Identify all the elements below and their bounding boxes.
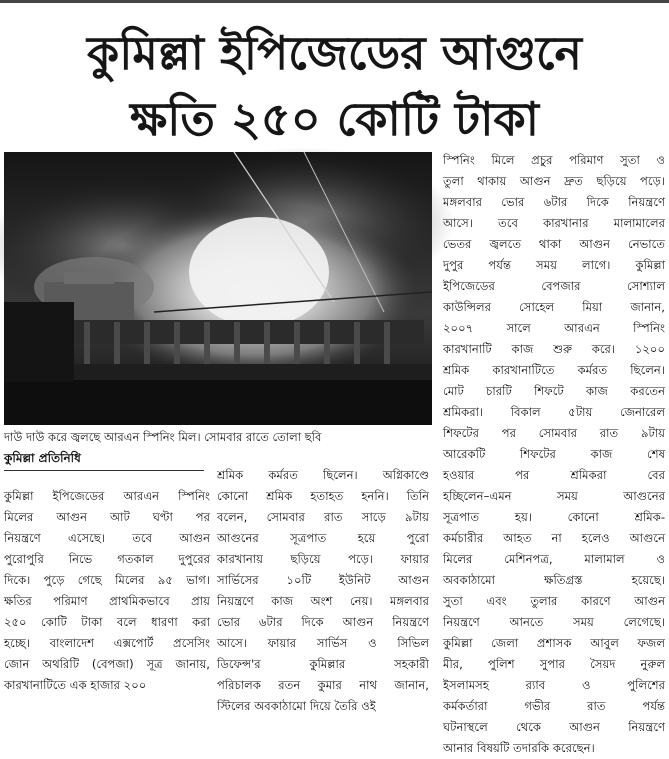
article-line: জোন অথরিটি (বেপজা) সূত্র জানায়, xyxy=(4,657,210,671)
photo-caption: দাউ দাউ করে জ্বলছে আরএন স্পিনিং মিল। সোমবার রাতে তোলা ছবি xyxy=(4,430,322,444)
article-line: কারখানাটিতে এক হাজার ২০০ xyxy=(4,678,147,692)
article-line: কুমিল্লা ইপিজেডের আরএন স্পিনিং xyxy=(4,489,210,503)
article-line: মীর, পুলিশ সুপার সৈয়দ নুরুল xyxy=(443,657,665,671)
article-line: পুরোপুরি নিভে গতকাল দুপুরের xyxy=(4,552,210,566)
article-line: মোট চারটি শিফটে কাজ করতেন xyxy=(443,384,665,398)
article-line: নিয়ন্ত্রণে আনতে সময় লেগেছে। xyxy=(443,615,665,629)
headline-line-1: কুমিল্লা ইপিজেডের আগুনে xyxy=(87,26,582,80)
article-column-1 xyxy=(4,486,210,692)
article-line: ভোর ৬টার দিকে আগুন নিয়ন্ত্রণে xyxy=(217,615,429,629)
article-line: ইপিজেডের বেপজার সোশ্যাল xyxy=(443,279,665,293)
article-line: ডিফেন্স'র কুমিল্লার সহকারী xyxy=(217,657,429,671)
top-border xyxy=(0,0,669,3)
headline-line-2: ক্ষতি ২৫০ কোটি টাকা xyxy=(130,92,539,146)
article-line: নিয়ন্ত্রণে কাজ অংশ নেয়। মঙ্গলবার xyxy=(217,594,429,608)
article-line: তুলা থাকায় আগুন দ্রুত ছড়িয়ে পড়ে। xyxy=(443,174,665,188)
byline: কুমিল্লা প্রতিনিধি xyxy=(4,451,81,465)
fire-photo xyxy=(4,152,432,425)
article-line: হচ্ছিলেন–এমন সময় আগুনের xyxy=(443,489,665,503)
article-column-2 xyxy=(217,465,429,713)
fire-photo-graphic xyxy=(4,152,432,425)
byline-divider xyxy=(4,470,204,471)
article-line: আনার বিষয়টি তদারকি করেছেন। xyxy=(443,741,595,755)
article-line: কুমিল্লা জেলা প্রশাসক আবুল ফজল xyxy=(443,636,665,650)
article-line: আগুনের সূত্রপাত হয়ে পুরো xyxy=(217,531,429,545)
article-line: শ্রমিকরা। বিকাল ৫টায় জেনারেল xyxy=(443,405,665,419)
article-line: বলেন, সোমবার রাত সাড়ে ৯টায় xyxy=(217,510,429,524)
article-line: হওয়ার পর শ্রমিকরা বের xyxy=(443,468,665,482)
article-line: ২০০৭ সালে আরএন স্পিনিং xyxy=(443,321,665,335)
article-column-3 xyxy=(443,150,665,755)
article-line: দিকে। পুড়ে গেছে মিলের ৯৫ ভাগ। xyxy=(4,573,210,587)
article-line: ঘটনাস্থলে থেকে আগুন নিয়ন্ত্রণে xyxy=(443,720,665,734)
article-line: সূত্রপাত হয়। কোনো শ্রমিক- xyxy=(443,510,665,524)
article-line: কর্মকর্তারা গভীর রাত পর্যন্ত xyxy=(443,699,665,713)
article-line: স্টিলের অবকাঠামো দিয়ে তৈরি ওই xyxy=(217,699,376,713)
article-line: কাউন্সিলর সোহেল মিয়া জানান, xyxy=(443,300,665,314)
article-line: কারখানাটি কাজ শুরু করে। ১২০০ xyxy=(443,342,665,356)
article-line: ভেতর জ্বলতে থাকা আগুন নেভাতে xyxy=(443,237,665,251)
article-line: শ্রমিক কারখানাটিতে কর্মরত ছিলেন। xyxy=(443,363,665,377)
article-line: স্পিনিং মিলে প্রচুর পরিমাণ সুতা ও xyxy=(443,153,665,167)
article-line: কর্মচারীর আহত না হলেও আগুনে xyxy=(443,531,665,545)
article-line: আরেকটি শিফটের কাজ শেষ xyxy=(443,447,665,461)
article-line: ইসলামসহ র‍্যাব ও পুলিশের xyxy=(443,678,665,692)
article-line: ক্ষতির পরিমাণ প্রাথমিকভাবে প্রায় xyxy=(4,594,210,608)
article-line: আসে। ফায়ার সার্ভিস ও সিভিল xyxy=(217,636,429,650)
article-line: মিলের মেশিনপত্র, মালামাল ও xyxy=(443,552,665,566)
article-line: হচ্ছে। বাংলাদেশ এক্সপোর্ট প্রসেসিং xyxy=(4,636,210,650)
article-line: অবকাঠামো ক্ষতিগ্রস্ত হয়েছে। xyxy=(443,573,665,587)
article-line: মিলের আগুন আট ঘণ্টা পর xyxy=(4,510,210,524)
article-line: সুতা এবং তুলার কারণে আগুন xyxy=(443,594,665,608)
article-line: সার্ভিসের ১০টি ইউনিট আগুন xyxy=(217,573,429,587)
article-line: শ্রমিক কর্মরত ছিলেন। অগ্নিকাণ্ডে xyxy=(217,468,429,482)
article-line: দুপুর পর্যন্ত সময় লাগে। কুমিল্লা xyxy=(443,258,665,272)
article-line: আসে। তবে কারখানার মালামালের xyxy=(443,216,665,230)
article-line: নিয়ন্ত্রণে এসেছে। তবে আগুন xyxy=(4,531,210,545)
article-line: কারখানায় ছড়িয়ে পড়ে। ফায়ার xyxy=(217,552,429,566)
article-line: ২৫০ কোটি টাকা বলে ধারণা করা xyxy=(4,615,210,629)
headline xyxy=(0,20,669,152)
article-line: শিফটের পর সোমবার রাত ৯টায় xyxy=(443,426,665,440)
article-line: পরিচালক রতন কুমার নাথ জানান, xyxy=(217,678,429,692)
article-line: মঙ্গলবার ভোর ৬টার দিকে নিয়ন্ত্রণে xyxy=(443,195,665,209)
article-line: কোনো শ্রমিক হতাহত হননি। তিনি xyxy=(217,489,429,503)
